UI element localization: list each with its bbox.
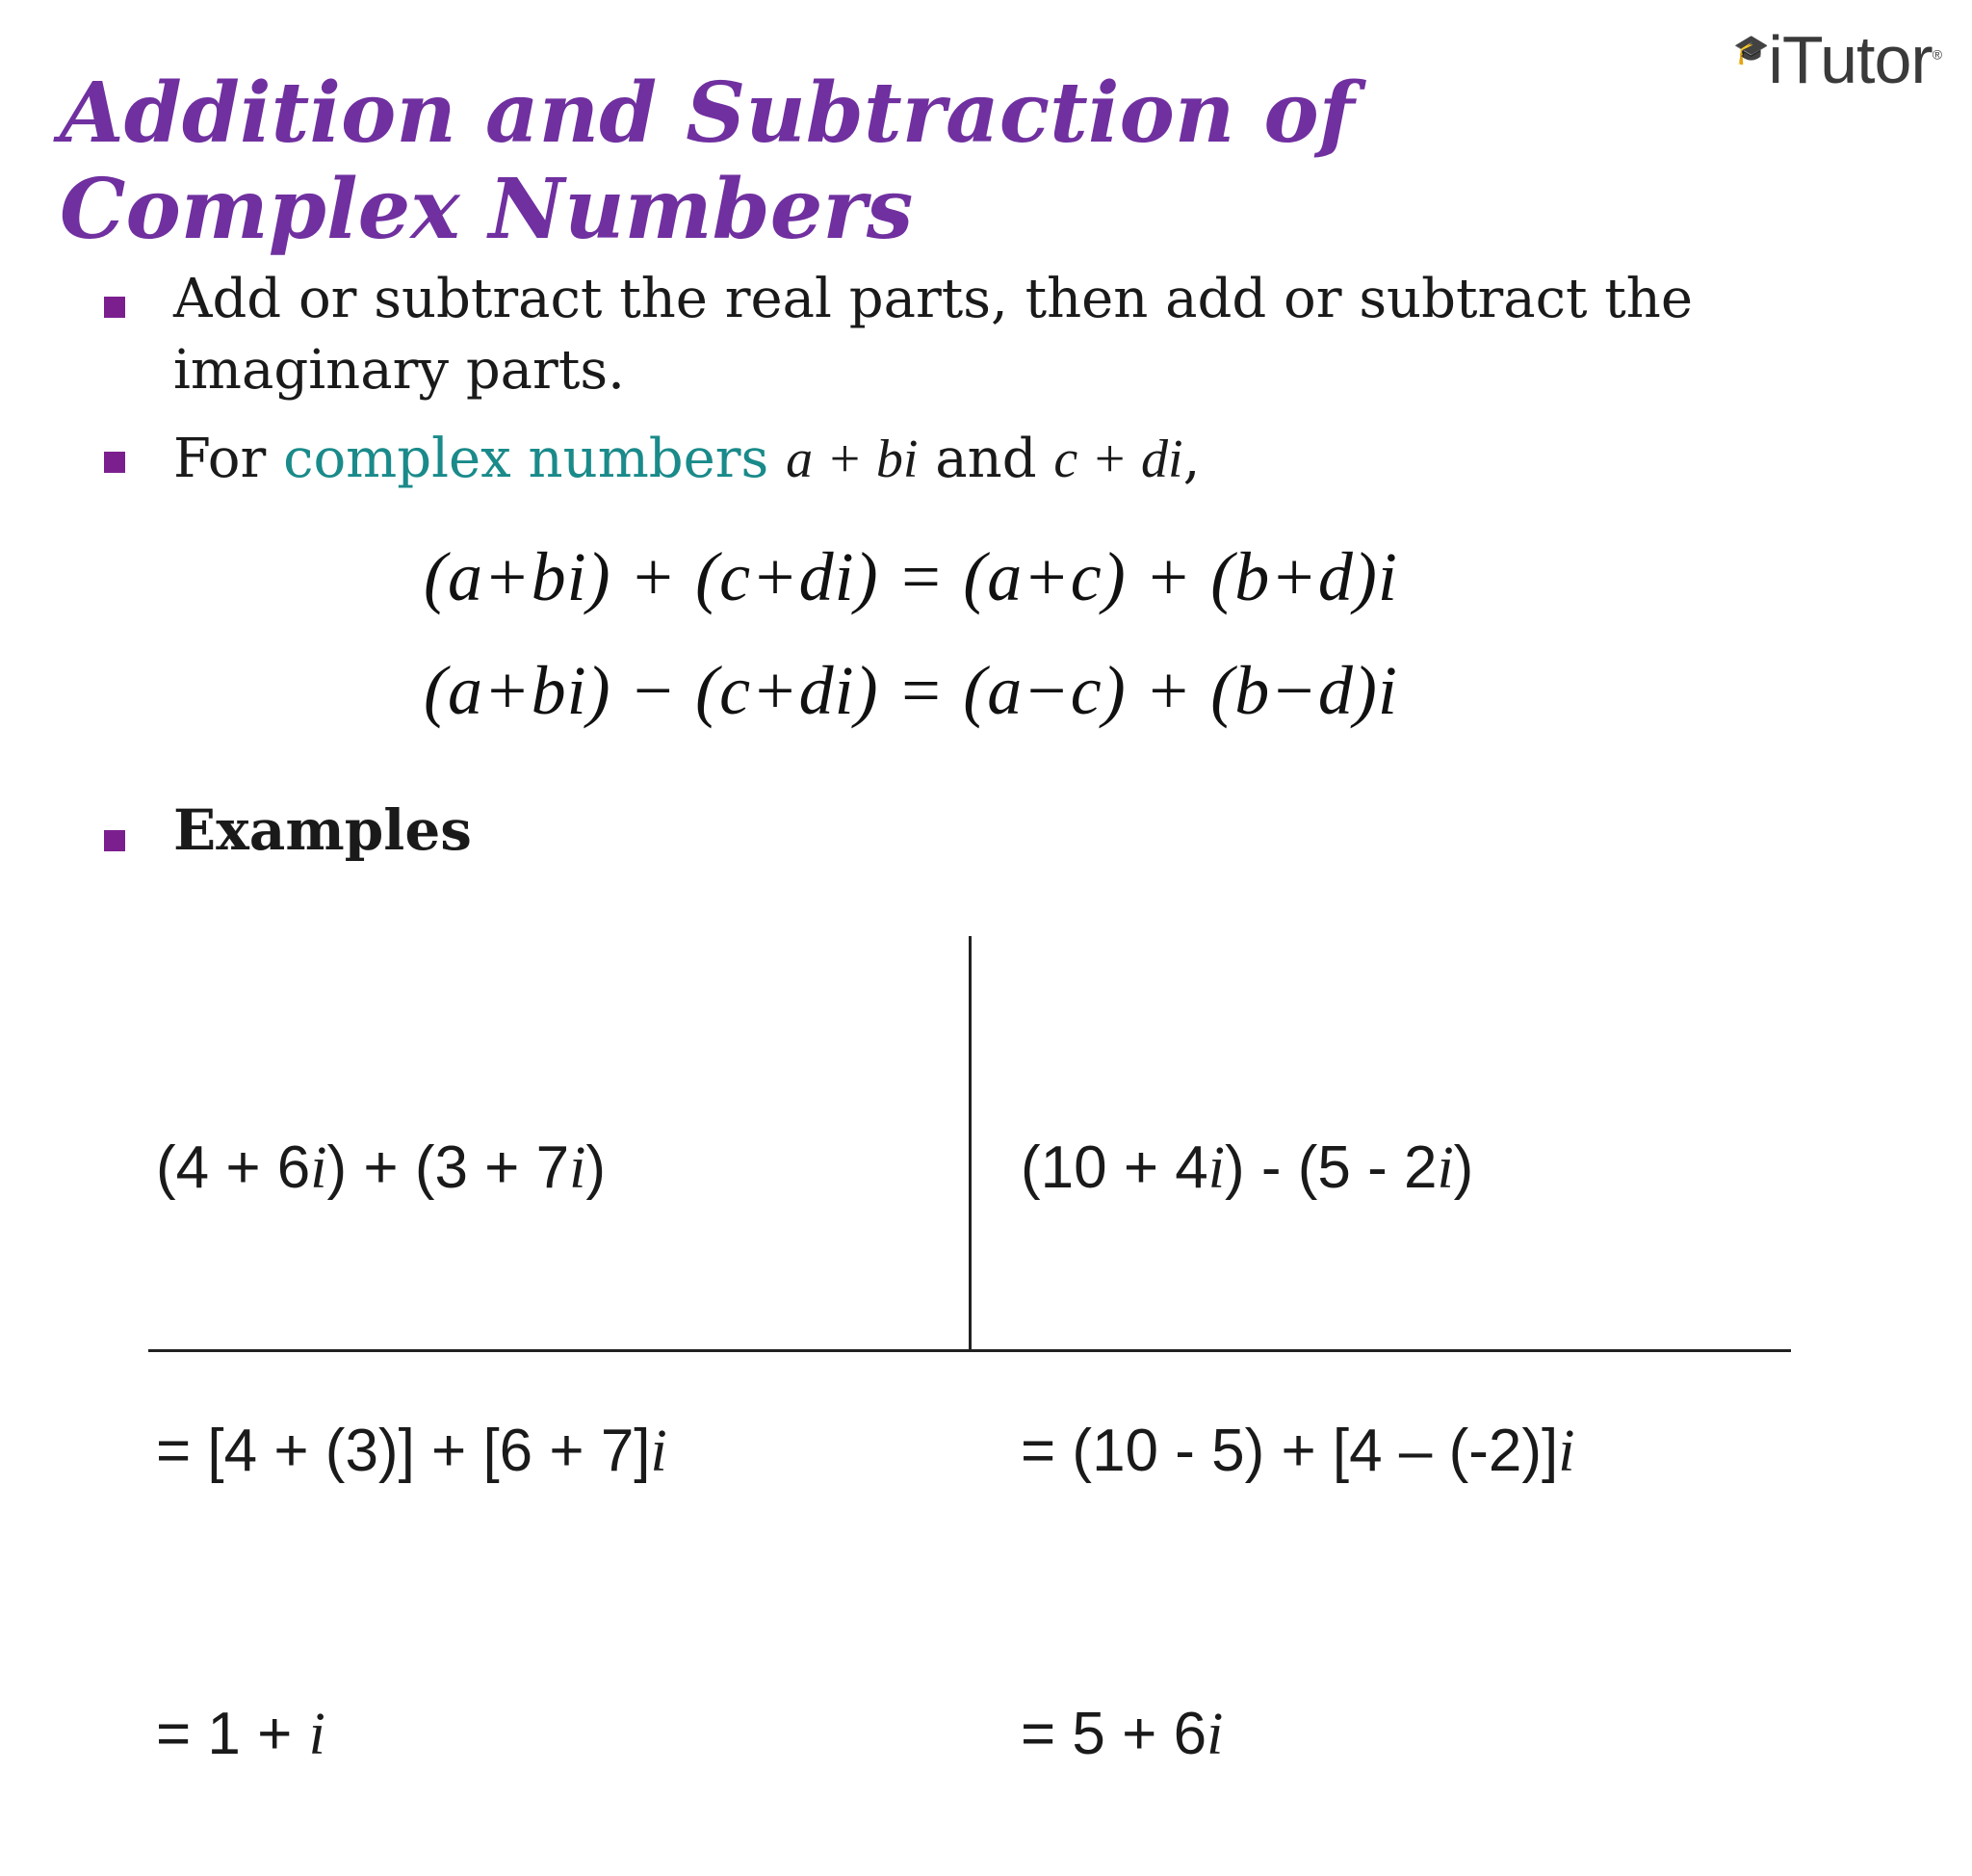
examples-heading: Examples bbox=[173, 797, 472, 863]
graduation-cap-icon: 🎓 bbox=[1733, 34, 1769, 66]
left-line-1 bbox=[156, 1121, 667, 1215]
right-l1-i: i bbox=[1207, 1135, 1225, 1201]
left-l2-text: = [4 + (3)] + [6 + 7] bbox=[156, 1418, 651, 1484]
right-l1-part-c: ) bbox=[1453, 1134, 1474, 1201]
examples-divider-horizontal bbox=[148, 1349, 1791, 1352]
left-l1-i: i bbox=[310, 1135, 327, 1201]
right-l1-part-a: (10 + 4 bbox=[1021, 1134, 1208, 1201]
subtraction-formula: (a+bi) − (c+di) = (a−c) + (b−d)i bbox=[424, 652, 1398, 729]
left-l1-part-c: ) bbox=[585, 1134, 606, 1201]
bullet-marker-3 bbox=[104, 830, 125, 851]
slide-title: Addition and Subtraction of Complex Numbers bbox=[60, 65, 1355, 258]
bullet-text-2 bbox=[173, 424, 1829, 495]
right-line-1 bbox=[1021, 1121, 1574, 1215]
logo-text: iTutor bbox=[1768, 22, 1933, 97]
bullet-text-1: Add or subtract the real parts, then add or subtract the imaginary parts. bbox=[173, 268, 1694, 402]
right-l2-text: = (10 - 5) + [4 – (-2)] bbox=[1021, 1418, 1559, 1484]
left-l1-part-b: ) + (3 + 7 bbox=[326, 1134, 570, 1201]
right-line-3 bbox=[1021, 1687, 1574, 1782]
expr-c-di: c + di bbox=[1053, 430, 1183, 489]
right-l1-i-2: i bbox=[1437, 1135, 1454, 1201]
itutor-logo bbox=[1733, 21, 1941, 98]
examples-divider-vertical bbox=[969, 936, 972, 1351]
left-l3-i: i bbox=[308, 1702, 325, 1767]
left-l1-part-a: (4 + 6 bbox=[156, 1134, 311, 1201]
left-line-2 bbox=[156, 1404, 667, 1498]
expr-a-bi: a + bi bbox=[786, 430, 919, 489]
right-line-2 bbox=[1021, 1404, 1574, 1498]
left-l1-i-2: i bbox=[569, 1135, 586, 1201]
right-example bbox=[1021, 932, 1574, 1876]
right-l3-text: = 5 + 6 bbox=[1021, 1701, 1207, 1767]
bullet-2-and: and bbox=[935, 428, 1037, 490]
right-l2-i: i bbox=[1558, 1419, 1575, 1484]
bullet-marker-1 bbox=[104, 297, 125, 318]
left-example bbox=[156, 932, 667, 1876]
left-line-3 bbox=[156, 1687, 667, 1782]
left-l3-text: = 1 + bbox=[156, 1701, 309, 1767]
addition-formula: (a+bi) + (c+di) = (a+c) + (b+d)i bbox=[424, 538, 1398, 615]
bullet-2-prefix: For bbox=[173, 428, 267, 490]
right-l1-part-b: ) - (5 - 2 bbox=[1224, 1134, 1438, 1201]
registered-mark: ® bbox=[1932, 46, 1942, 63]
left-l2-i: i bbox=[650, 1419, 667, 1484]
right-l3-i: i bbox=[1207, 1702, 1224, 1767]
bullet-marker-2 bbox=[104, 452, 125, 473]
bullet-2-end: , bbox=[1182, 428, 1201, 490]
complex-numbers-link[interactable]: complex numbers bbox=[283, 428, 769, 490]
